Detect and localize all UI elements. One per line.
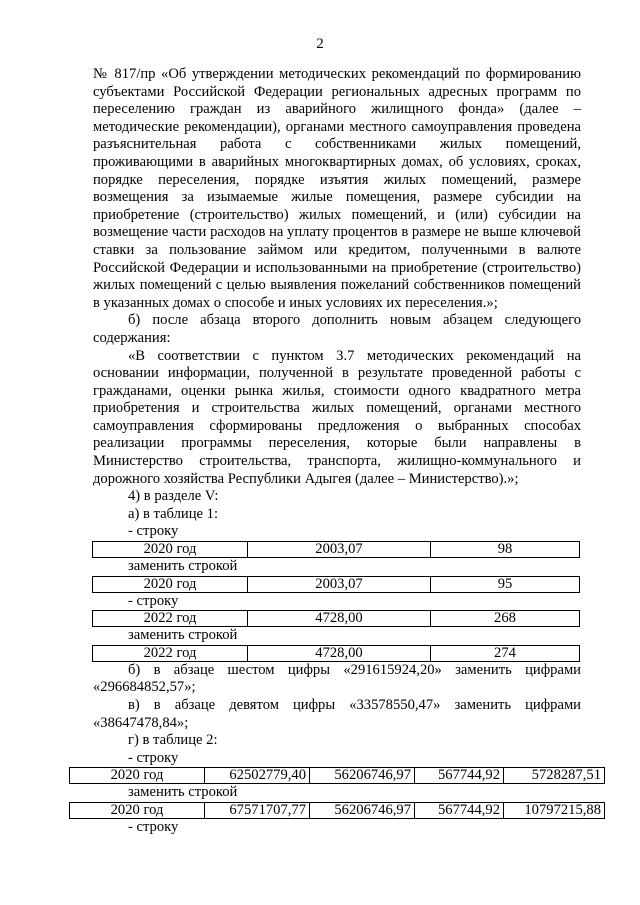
table1-row-new-2022 — [92, 645, 580, 662]
table-cell-count: 98 — [431, 542, 580, 558]
label-row: - строку — [128, 592, 179, 609]
document-body — [93, 66, 601, 837]
table1-row-new-2020 — [92, 576, 580, 593]
paragraph-b-intro: б) после абзаца второго дополнить новым абзацем следующего содержания: — [93, 312, 581, 346]
table-cell-total: 62502779,40 — [205, 768, 310, 784]
page-number: 2 — [316, 36, 324, 52]
paragraph-quoted-insert: «В соответствии с пунктом 3.7 методических рекомендаций на основании информации, полученной в результате проведенной работы с гражданами, оценки рынка жилья, стоимости одного квадратного метра приобретения и строительства жилых помещений, органами местного самоуправления сформированы предложения о выбранных способах реализации программы переселения, которые были направлены в Министерство строительства, транспорта, жилищно-коммунального и дорожного хозяйства Республики Адыгея (далее – Министерство).»; — [93, 347, 581, 487]
table2-row-original-2020 — [69, 767, 605, 784]
table-cell-year: 2020 год — [70, 768, 205, 784]
table-cell-value: 2003,07 — [248, 542, 431, 558]
label-replace: заменить строкой — [128, 627, 238, 644]
table1-row-original-2020 — [92, 541, 580, 558]
table-cell-local: 5728287,51 — [504, 768, 605, 784]
paragraph-section-v: 4) в разделе V: — [128, 488, 219, 505]
table-cell-fund: 56206746,97 — [310, 802, 415, 818]
paragraph-b-sixth: б) в абзаце шестом цифры «291615924,20» заменить цифрами «296684852,57»; — [93, 661, 581, 696]
label-row: - строку — [128, 749, 179, 766]
table-cell-value: 4728,00 — [248, 611, 431, 627]
table-cell-total: 67571707,77 — [205, 802, 310, 818]
paragraph-continuation: № 817/пр «Об утверждении методических рекомендаций по формированию субъектами Российской Федерации региональных адресных программ по переселению граждан из аварийного жилищного фонда» (далее – методические рекомендации), органами местного самоуправления проведена разъяснительная работа с собственниками жилых помещений, проживающими в аварийных многоквартирных домах, об условиях, сроках, порядке переселения, порядке изъятия жилых помещений, размере возмещения за изымаемые жилые помещения, размере субсидии на приобретение (строительство) жилых помещений, и (или) субсидии на возмещение части расходов на уплату процентов в размере не выше ключевой ставки за пользование займом или кредитом, полученными в валюте Российской Федерации и использованными на приобретение (строительство) жилых помещений с целью выявления пожеланий собственников помещений в указанных домах о способе и иных условиях их переселения.»; — [93, 66, 581, 311]
label-row: - строку — [128, 523, 179, 540]
table-cell-year: 2020 год — [93, 576, 248, 592]
table-cell-fund: 56206746,97 — [310, 768, 415, 784]
label-replace: заменить строкой — [128, 558, 238, 575]
table-cell-year: 2020 год — [70, 802, 205, 818]
table2-row-new-2020 — [69, 802, 605, 819]
table1-row-original-2022 — [92, 610, 580, 627]
table-cell-count: 95 — [431, 576, 580, 592]
paragraph-table1-intro: а) в таблице 1: — [128, 505, 218, 522]
label-row: - строку — [128, 818, 179, 835]
paragraph-v-ninth: в) в абзаце девятом цифры «33578550,47» заменить цифрами «38647478,84»; — [93, 697, 581, 731]
label-replace: заменить строкой — [128, 784, 238, 801]
table-cell-value: 4728,00 — [248, 645, 431, 661]
table-cell-count: 274 — [431, 645, 580, 661]
paragraph-table2-intro: г) в таблице 2: — [128, 732, 218, 749]
table-cell-region: 567744,92 — [415, 802, 504, 818]
table-cell-year: 2022 год — [93, 645, 248, 661]
table-cell-year: 2020 год — [93, 542, 248, 558]
table-cell-year: 2022 год — [93, 611, 248, 627]
table-cell-local: 10797215,88 — [504, 802, 605, 818]
table-cell-value: 2003,07 — [248, 576, 431, 592]
table-cell-count: 268 — [431, 611, 580, 627]
table-cell-region: 567744,92 — [415, 768, 504, 784]
